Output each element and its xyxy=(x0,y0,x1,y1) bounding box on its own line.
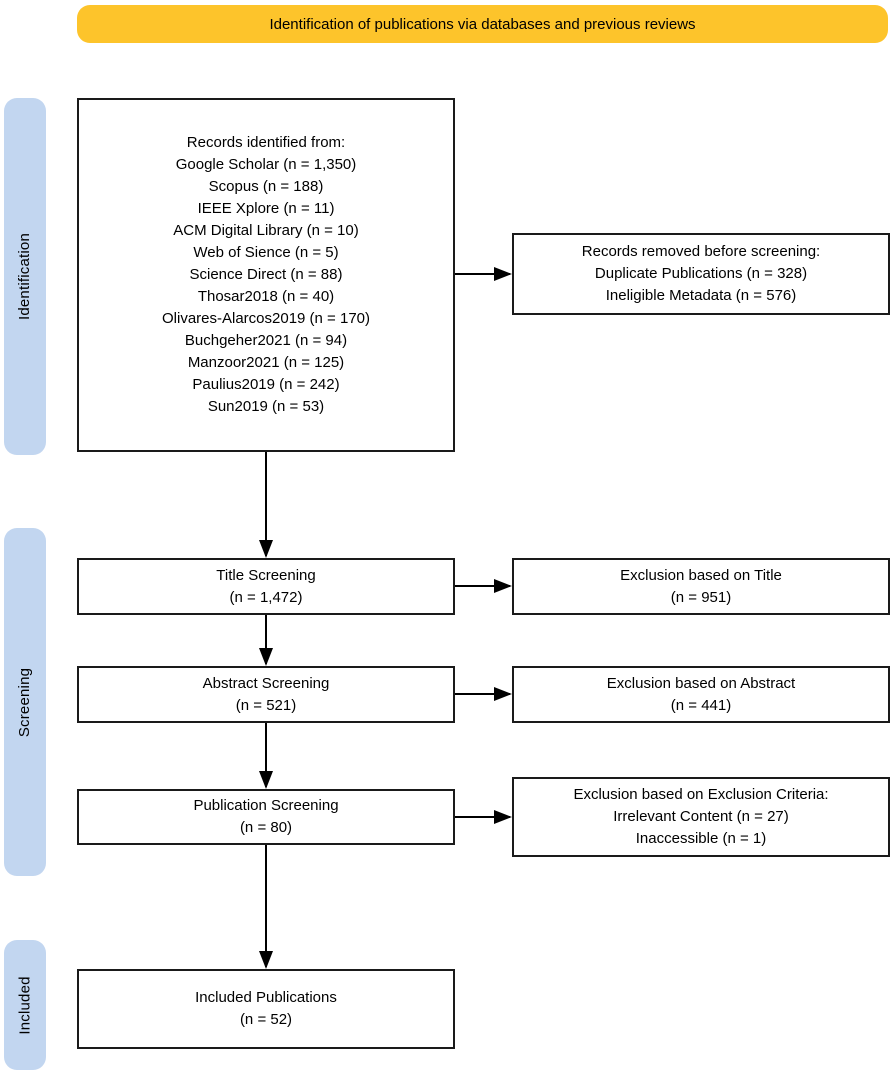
box-text-line: Thosar2018 (n = 40) xyxy=(197,288,335,305)
box-text-line: Google Scholar (n = 1,350) xyxy=(175,156,357,173)
box-text-line: Records removed before screening: xyxy=(581,243,821,260)
diagram-title: Identification of publications via databases and previous reviews xyxy=(269,15,696,33)
box-text-line: (n = 441) xyxy=(670,696,732,714)
box-text-line: Abstract Screening xyxy=(202,674,330,692)
box-included-publications xyxy=(77,969,455,1049)
box-records-identified xyxy=(77,98,455,452)
stage-label-included xyxy=(4,940,46,1070)
box-text-line: Olivares-Alarcos2019 (n = 170) xyxy=(161,310,370,327)
box-text-line: Manzoor2021 (n = 125) xyxy=(187,354,345,371)
box-text-line: Title Screening xyxy=(216,566,316,584)
box-text-line: (n = 52) xyxy=(239,1011,293,1028)
box-text-line: Web of Sience (n = 5) xyxy=(193,244,339,261)
box-text-line: Inaccessible (n = 1) xyxy=(635,830,767,847)
box-text-line: Publication Screening xyxy=(193,797,339,814)
box-title-screening xyxy=(77,558,455,615)
stage-label-identification xyxy=(4,98,46,455)
box-text-line: Sun2019 (n = 53) xyxy=(207,398,325,415)
box-text-line: Paulius2019 (n = 242) xyxy=(192,376,340,393)
stage-label-screening xyxy=(4,528,46,876)
box-abstract-screening xyxy=(77,666,455,723)
box-exclusion-title xyxy=(512,558,890,615)
box-text-line: (n = 80) xyxy=(239,819,293,836)
stage-label-included-text: Included xyxy=(16,975,34,1035)
box-text-line: ACM Digital Library (n = 10) xyxy=(173,222,359,239)
diagram-title-banner xyxy=(77,5,888,43)
box-text-line: Exclusion based on Exclusion Criteria: xyxy=(573,786,829,803)
stage-label-screening-text: Screening xyxy=(16,667,34,737)
box-text-line: (n = 1,472) xyxy=(229,588,303,606)
box-text-line: (n = 521) xyxy=(235,696,297,714)
box-text-line: Irrelevant Content (n = 27) xyxy=(613,808,789,825)
box-text-line: (n = 951) xyxy=(670,588,732,606)
box-text-line: IEEE Xplore (n = 11) xyxy=(197,200,335,217)
box-records-removed xyxy=(512,233,890,315)
box-text-line: Ineligible Metadata (n = 576) xyxy=(605,287,797,304)
box-publication-screening xyxy=(77,789,455,845)
box-text-line: Scopus (n = 188) xyxy=(208,178,324,195)
box-text-line: Exclusion based on Title xyxy=(620,566,782,584)
box-text-line: Records identified from: xyxy=(186,134,346,151)
box-text-line: Exclusion based on Abstract xyxy=(606,674,796,692)
box-text-line: Included Publications xyxy=(195,989,337,1006)
box-text-line: Duplicate Publications (n = 328) xyxy=(594,265,808,282)
box-exclusion-criteria xyxy=(512,777,890,857)
box-exclusion-abstract xyxy=(512,666,890,723)
stage-label-identification-text: Identification xyxy=(16,232,34,321)
box-text-line: Buchgeher2021 (n = 94) xyxy=(184,332,348,349)
box-text-line: Science Direct (n = 88) xyxy=(189,266,343,283)
